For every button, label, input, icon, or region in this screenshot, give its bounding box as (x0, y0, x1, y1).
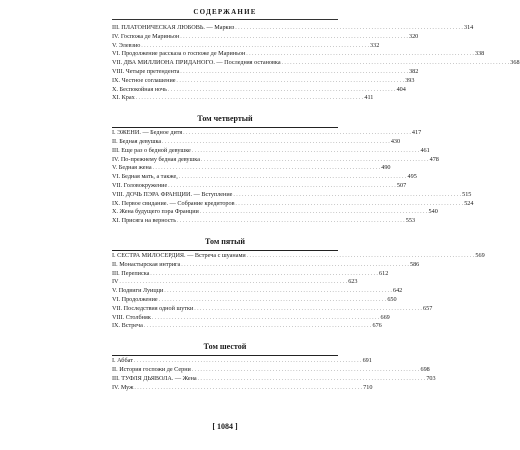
entry-page: 320 (408, 32, 419, 40)
entry-page: 461 (420, 146, 430, 154)
toc-entry (112, 295, 397, 305)
entry-page: 676 (372, 322, 382, 330)
toc-entry (112, 181, 407, 191)
toc-entry (112, 59, 520, 68)
entry-title: VII. ДВА МИЛЛИОНА ПРИДАНОГО. — Последняя остановка (112, 59, 281, 67)
section-rule (112, 250, 338, 251)
toc-section-volume-4 (112, 113, 474, 226)
entry-page: 382 (409, 67, 419, 75)
entry-title: V. Элевзио (112, 41, 141, 49)
entry-title: IX. Честное соглашение (112, 76, 176, 84)
volume-title: Том четвертый (197, 114, 253, 124)
toc-entry (112, 260, 420, 270)
toc-entry (112, 50, 485, 59)
toc-entry (112, 199, 474, 209)
page-header: СОДЕРЖАНИЕ (193, 8, 257, 16)
entry-title: III. Переписка (112, 269, 150, 277)
entry-page: 698 (420, 365, 430, 373)
toc-entry (112, 357, 372, 366)
toc-entry (112, 129, 422, 138)
entry-page: 368 (510, 59, 520, 67)
entry-title: III. ПЛАТОНИЧЕСКАЯ ЛЮБОВЬ. — Маркиз (112, 24, 235, 31)
table-of-contents (112, 24, 520, 392)
toc-section-volume-5 (112, 236, 485, 331)
leader-dots (177, 217, 405, 227)
entry-title: XI. Крах (112, 94, 135, 102)
entry-page: 642 (392, 287, 403, 295)
entry-title: I. СЕСТРА МИЛОСЕРДИЯ. — Встреча с шуанами (112, 251, 246, 259)
toc-entry (112, 278, 358, 287)
entry-page: 569 (475, 251, 485, 259)
toc-section-continuation (112, 24, 520, 103)
entry-title: V. Подвиги Луицци (112, 287, 164, 295)
entry-title: VIII. Четыре претендента (112, 67, 180, 75)
entry-page: 691 (362, 357, 372, 365)
entry-title: II. Монастырская интрига (112, 260, 181, 268)
entry-title: VI. Продолжение рассказа о госпоже де Мариньон (112, 50, 246, 58)
leader-dots (134, 384, 362, 394)
toc-section-volume-6 (112, 341, 436, 392)
entry-title: IV. Госпожа де Мариньон (112, 32, 180, 40)
toc-entry (112, 32, 419, 42)
toc-entry (112, 41, 380, 51)
entry-page: 710 (363, 383, 373, 391)
entry-title: X. Жена будущего пэра Франции (112, 208, 199, 216)
toc-entry (112, 173, 417, 182)
toc-entry (112, 190, 472, 200)
entry-page: 411 (364, 94, 374, 102)
toc-entry (112, 94, 374, 103)
entry-page: 669 (380, 313, 390, 321)
toc-entry (112, 164, 391, 173)
entry-title: XI. Присяга на верность (112, 217, 177, 225)
toc-entry (112, 155, 439, 165)
entry-page: 332 (370, 41, 380, 49)
entry-title: IV. По-прежнему бедная девушка (112, 155, 200, 163)
entry-page: 404 (396, 85, 406, 93)
entry-title: I. ЭЖЕНИ. — Бедное дитя (112, 129, 183, 137)
entry-page: 650 (387, 295, 397, 303)
entry-page: 490 (381, 164, 391, 172)
toc-entry (112, 137, 401, 147)
entry-page: 540 (428, 208, 438, 216)
entry-page: 586 (409, 260, 420, 268)
entry-page: 623 (348, 278, 358, 286)
toc-entry (112, 269, 389, 279)
entry-title: IX. Встреча (112, 322, 143, 330)
toc-entry (112, 365, 430, 375)
toc-entry (112, 85, 406, 95)
toc-entry (112, 322, 382, 331)
entry-page: 478 (429, 155, 439, 163)
toc-entry (112, 217, 416, 226)
entry-title: IV. Муж (112, 383, 134, 391)
toc-entry (112, 287, 403, 296)
page-number-footer: [ 1084 ] (212, 422, 238, 431)
entry-page: 515 (462, 190, 472, 198)
section-rule (112, 127, 338, 128)
entry-title: V. Бедная жена (112, 164, 152, 172)
toc-entry (112, 24, 474, 33)
entry-page: 524 (464, 199, 474, 207)
leader-dots (144, 322, 372, 332)
leader-dots (136, 94, 364, 104)
toc-entry (112, 76, 415, 86)
toc-entry (112, 251, 485, 261)
entry-title: VI. Продолжение (112, 295, 158, 303)
toc-entry (112, 67, 419, 77)
entry-title: VII. Головокружение (112, 181, 168, 189)
entry-page: 612 (379, 269, 389, 277)
toc-entry (112, 313, 390, 323)
entry-title: VIII. ДОЧЬ ПЭРА ФРАНЦИИ. — Вступление (112, 190, 233, 198)
toc-entry (112, 374, 436, 384)
entry-title: IX. Первое свидание. — Собрание кредиторов (112, 199, 235, 207)
entry-page: 314 (463, 24, 474, 31)
entry-title: III. Еще раз о бедной девушке (112, 146, 191, 154)
entry-page: 393 (405, 76, 415, 84)
entry-title: III. ТУФЛЯ ДЬЯВОЛА. — Жена (112, 374, 197, 382)
entry-title: IV (112, 278, 119, 286)
toc-entry (112, 383, 373, 393)
entry-page: 553 (405, 217, 416, 225)
entry-page: 430 (390, 137, 401, 145)
entry-page: 338 (474, 50, 485, 58)
entry-page: 495 (407, 173, 417, 181)
entry-title: II. Бедная девушка (112, 137, 162, 145)
section-rule (112, 355, 338, 356)
entry-title: VIII. Столбняк (112, 313, 151, 321)
volume-title: Том шестой (203, 342, 247, 352)
entry-page: 657 (423, 304, 433, 312)
header-rule (112, 19, 338, 20)
entry-title: X. Беспокойная ночь (112, 85, 167, 93)
toc-entry (112, 304, 433, 314)
toc-entry (112, 208, 438, 217)
entry-title: VI. Бедная мать, а также, (112, 173, 178, 181)
entry-title: II. История госпожи де Серни (112, 365, 191, 373)
toc-entry (112, 146, 430, 156)
entry-page: 417 (411, 129, 422, 137)
entry-page: 507 (396, 181, 407, 189)
volume-title: Том пятый (205, 236, 245, 246)
entry-title: VII. Последствия одной шутки (112, 304, 194, 312)
entry-title: I. Аббат (112, 357, 133, 365)
entry-page: 703 (426, 374, 436, 382)
